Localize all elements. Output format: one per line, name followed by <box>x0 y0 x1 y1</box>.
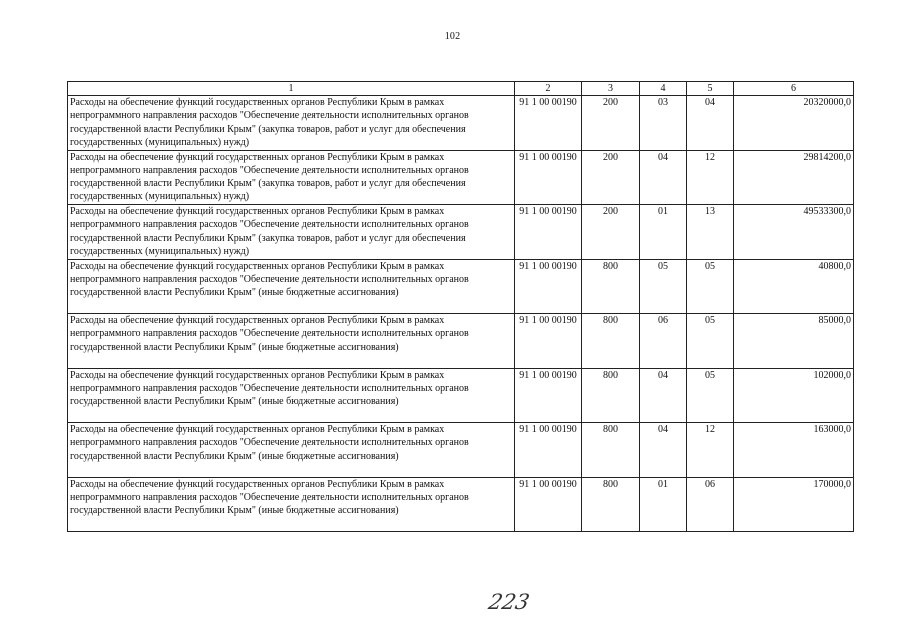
table-row <box>68 368 854 423</box>
row-section: 06 <box>640 314 687 369</box>
row-amount: 163000,0 <box>734 423 854 478</box>
row-expense-type: 800 <box>582 314 640 369</box>
header-row <box>68 82 854 96</box>
row-amount: 20320000,0 <box>734 96 854 151</box>
row-description: Расходы на обеспечение функций государственных органов Республики Крым в рамках непрограммного направления расходов "Обеспечение деятельности исполнительных органов государственной власти Республики Крым" (закупка товаров, работ и услуг для обеспечения государственных (муниципальных) нужд) <box>68 205 515 260</box>
row-subsection: 05 <box>687 368 734 423</box>
row-code: 91 1 00 00190 <box>515 150 582 205</box>
row-section: 03 <box>640 96 687 151</box>
column-header: 6 <box>734 82 854 96</box>
row-expense-type: 200 <box>582 205 640 260</box>
row-section: 04 <box>640 423 687 478</box>
row-code: 91 1 00 00190 <box>515 368 582 423</box>
row-description: Расходы на обеспечение функций государственных органов Республики Крым в рамках непрограммного направления расходов "Обеспечение деятельности исполнительных органов государственной власти Республики Крым" (иные бюджетные ассигнования) <box>68 477 515 532</box>
row-subsection: 12 <box>687 423 734 478</box>
row-subsection: 13 <box>687 205 734 260</box>
row-code: 91 1 00 00190 <box>515 423 582 478</box>
row-section: 01 <box>640 477 687 532</box>
row-description: Расходы на обеспечение функций государственных органов Республики Крым в рамках непрограммного направления расходов "Обеспечение деятельности исполнительных органов государственной власти Республики Крым" (закупка товаров, работ и услуг для обеспечения государственных (муниципальных) нужд) <box>68 150 515 205</box>
row-amount: 40800,0 <box>734 259 854 314</box>
row-code: 91 1 00 00190 <box>515 314 582 369</box>
column-header: 2 <box>515 82 582 96</box>
row-expense-type: 800 <box>582 423 640 478</box>
row-code: 91 1 00 00190 <box>515 96 582 151</box>
row-amount: 49533300,0 <box>734 205 854 260</box>
row-description: Расходы на обеспечение функций государственных органов Республики Крым в рамках непрограммного направления расходов "Обеспечение деятельности исполнительных органов государственной власти Республики Крым" (иные бюджетные ассигнования) <box>68 368 515 423</box>
row-amount: 170000,0 <box>734 477 854 532</box>
row-description: Расходы на обеспечение функций государственных органов Республики Крым в рамках непрограммного направления расходов "Обеспечение деятельности исполнительных органов государственной власти Республики Крым" (иные бюджетные ассигнования) <box>68 259 515 314</box>
row-section: 04 <box>640 368 687 423</box>
row-amount: 29814200,0 <box>734 150 854 205</box>
row-section: 05 <box>640 259 687 314</box>
row-amount: 102000,0 <box>734 368 854 423</box>
table-row <box>68 477 854 532</box>
page-number: 102 <box>444 31 461 42</box>
table-row <box>68 423 854 478</box>
row-description: Расходы на обеспечение функций государственных органов Республики Крым в рамках непрограммного направления расходов "Обеспечение деятельности исполнительных органов государственной власти Республики Крым" (закупка товаров, работ и услуг для обеспечения государственных (муниципальных) нужд) <box>68 96 515 151</box>
column-header: 3 <box>582 82 640 96</box>
row-description: Расходы на обеспечение функций государственных органов Республики Крым в рамках непрограммного направления расходов "Обеспечение деятельности исполнительных органов государственной власти Республики Крым" (иные бюджетные ассигнования) <box>68 423 515 478</box>
table-row <box>68 96 854 151</box>
row-expense-type: 200 <box>582 150 640 205</box>
row-expense-type: 800 <box>582 477 640 532</box>
row-subsection: 12 <box>687 150 734 205</box>
row-section: 01 <box>640 205 687 260</box>
table-row <box>68 150 854 205</box>
row-subsection: 04 <box>687 96 734 151</box>
row-expense-type: 800 <box>582 368 640 423</box>
table-row <box>68 205 854 260</box>
row-section: 04 <box>640 150 687 205</box>
row-amount: 85000,0 <box>734 314 854 369</box>
row-code: 91 1 00 00190 <box>515 477 582 532</box>
row-subsection: 05 <box>687 314 734 369</box>
column-header: 1 <box>68 82 515 96</box>
row-expense-type: 800 <box>582 259 640 314</box>
row-code: 91 1 00 00190 <box>515 259 582 314</box>
table-row <box>68 314 854 369</box>
column-header: 5 <box>687 82 734 96</box>
row-expense-type: 200 <box>582 96 640 151</box>
row-subsection: 05 <box>687 259 734 314</box>
row-subsection: 06 <box>687 477 734 532</box>
table-row <box>68 259 854 314</box>
column-header: 4 <box>640 82 687 96</box>
handwritten-page-number: 223 <box>486 590 532 614</box>
budget-table <box>67 81 854 532</box>
table-body <box>68 96 854 532</box>
row-description: Расходы на обеспечение функций государственных органов Республики Крым в рамках непрограммного направления расходов "Обеспечение деятельности исполнительных органов государственной власти Республики Крым" (иные бюджетные ассигнования) <box>68 314 515 369</box>
row-code: 91 1 00 00190 <box>515 205 582 260</box>
